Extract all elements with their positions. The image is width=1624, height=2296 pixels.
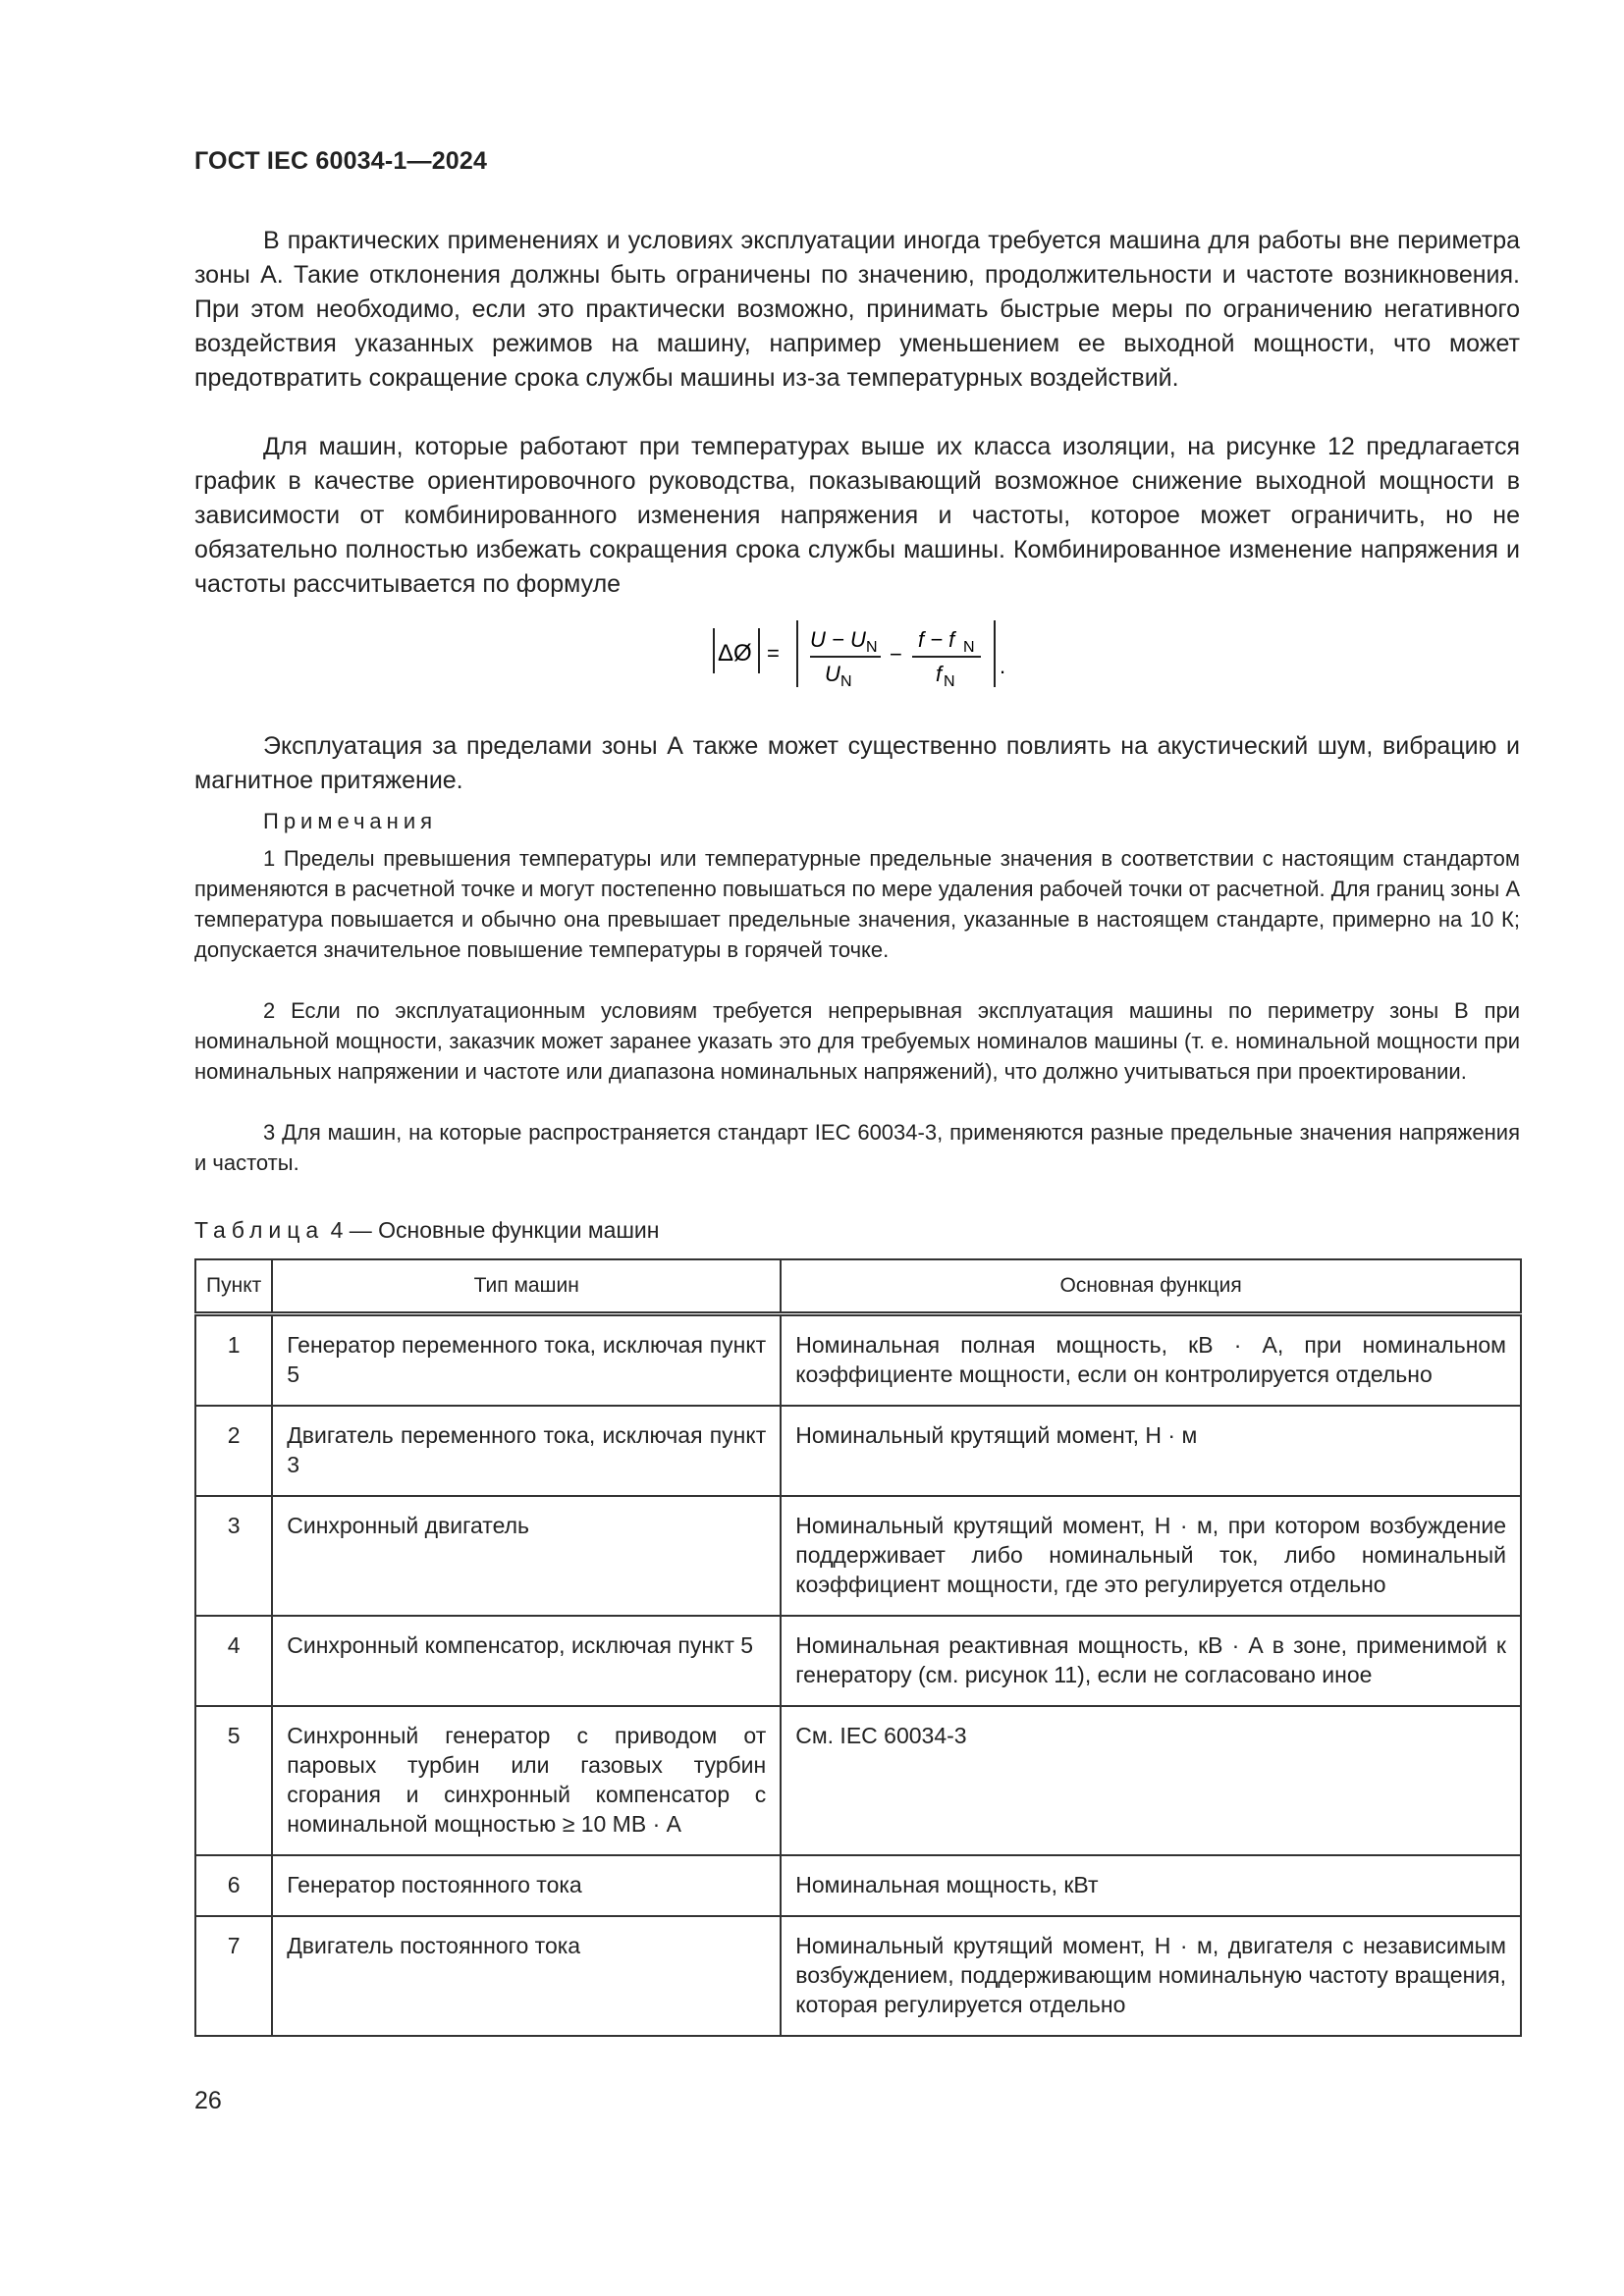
note-3: 3 Для машин, на которые распространяется стандарт IEC 60034-3, применяются разные предельные значения напряжения и частоты. xyxy=(194,1120,1520,1175)
formula-numerator-voltage: U − U xyxy=(810,627,866,652)
formula-subscript: N xyxy=(866,639,878,656)
row-main-function: Номинальный крутящий момент, Н · м xyxy=(781,1406,1521,1496)
table-row xyxy=(195,1855,1521,1916)
row-machine-type: Синхронный компенсатор, исключая пункт 5 xyxy=(272,1616,781,1706)
row-number: 5 xyxy=(195,1706,272,1855)
row-main-function: Номинальная реактивная мощность, кВ · А в зоне, применимой к генератору (см. рисунок 11), если не согласовано иное xyxy=(781,1616,1521,1706)
row-main-function: Номинальный крутящий момент, Н · м, при котором возбуждение поддерживает либо номинальный ток, либо номинальный коэффициент мощности, где это регулируется отдельно xyxy=(781,1496,1521,1616)
formula-delta-phi: ΔØ xyxy=(718,640,752,667)
formula-minus: − xyxy=(890,642,902,667)
paragraph-zone-a-operation: В практических применениях и условиях эксплуатации иногда требуется машина для работы вне периметра зоны А. Такие отклонения должны быть ограничены по значению, продолжительности и частоте возникновения. При этом необходимо, если это практически возможно, принимать быстрые меры по ограничению негативного воздействия указанных режимов на машину, например уменьшением ее выходной мощности, что может предотвратить сокращение срока службы машины из-за температурных воздействий. xyxy=(194,227,1520,392)
header-machine-type: Тип машин xyxy=(272,1259,781,1314)
row-main-function: См. IEC 60034-3 xyxy=(781,1706,1521,1855)
machine-functions-table xyxy=(194,1258,1522,2037)
table-row xyxy=(195,1916,1521,2036)
row-number: 1 xyxy=(195,1314,272,1407)
document-header: ГОСТ IEC 60034-1—2024 xyxy=(194,147,488,175)
formula-equals: = xyxy=(767,641,780,666)
table-caption-text: 4 — Основные функции машин xyxy=(324,1217,660,1243)
row-number: 3 xyxy=(195,1496,272,1616)
paragraph-acoustic-noise: Эксплуатация за пределами зоны А также может существенно повлиять на акустический шум, вибрацию и магнитное притяжение. xyxy=(194,732,1520,794)
header-main-function: Основная функция xyxy=(781,1259,1521,1314)
header-item: Пункт xyxy=(195,1259,272,1314)
formula-denominator-voltage: U xyxy=(825,662,840,686)
row-main-function: Номинальная мощность, кВт xyxy=(781,1855,1521,1916)
note-2: 2 Если по эксплуатационным условиям требуется непрерывная эксплуатация машины по периметру зоны В при номинальной мощности, заказчик может заранее указать это для требуемых номиналов машины (т. е. номинальной мощности при номинальных напряжении и частоте или диапазона номинальных напряжений), что должно учитываться при проектировании. xyxy=(194,998,1520,1084)
formula-period: . xyxy=(1000,654,1006,678)
formula-subscript: N xyxy=(963,639,975,656)
note-1: 1 Пределы превышения температуры или температурные предельные значения в соответствии с настоящим стандартом применяются в расчетной точке и могут постепенно повышаться по мере удаления рабочей точки от расчетной. Для границ зоны А температура повышается и обычно она превышает предельные значения, указанные в настоящем стандарте, примерно на 10 К; допускается значительное повышение температуры в горячей точке. xyxy=(194,846,1520,962)
table-row xyxy=(195,1616,1521,1706)
table-row xyxy=(195,1496,1521,1616)
row-machine-type: Двигатель постоянного тока xyxy=(272,1916,781,2036)
table-row xyxy=(195,1406,1521,1496)
row-machine-type: Генератор постоянного тока xyxy=(272,1855,781,1916)
formula-denominator-frequency: f xyxy=(936,662,943,686)
row-number: 4 xyxy=(195,1616,272,1706)
row-main-function: Номинальная полная мощность, кВ · А, при номинальном коэффициенте мощности, если он контролируется отдельно xyxy=(781,1314,1521,1407)
row-number: 6 xyxy=(195,1855,272,1916)
formula-subscript: N xyxy=(944,673,955,690)
row-number: 2 xyxy=(195,1406,272,1496)
notes-heading: Примечания xyxy=(263,809,438,833)
table-caption xyxy=(194,1217,659,1244)
row-machine-type: Генератор переменного тока, исключая пункт 5 xyxy=(272,1314,781,1407)
combined-change-formula xyxy=(702,616,1016,695)
table-caption-label: Таблица xyxy=(194,1217,325,1243)
row-main-function: Номинальный крутящий момент, Н · м, двигателя с независимым возбуждением, поддерживающим номинальную частоту вращения, которая регулируется отдельно xyxy=(781,1916,1521,2036)
table-row xyxy=(195,1314,1521,1407)
row-machine-type: Синхронный генератор с приводом от паровых турбин или газовых турбин сгорания и синхронный компенсатор с номинальной мощностью ≥ 10 МВ · А xyxy=(272,1706,781,1855)
row-machine-type: Двигатель переменного тока, исключая пункт 3 xyxy=(272,1406,781,1496)
row-machine-type: Синхронный двигатель xyxy=(272,1496,781,1616)
formula-numerator-frequency: f − f xyxy=(918,627,955,652)
formula-subscript: N xyxy=(840,673,852,690)
paragraph-temperature-derating: Для машин, которые работают при температурах выше их класса изоляции, на рисунке 12 предлагается график в качестве ориентировочного руководства, показывающий возможное снижение выходной мощности в зависимости от комбинированного изменения напряжения и частоты, которое может ограничить, но не обязательно полностью избежать сокращения срока службы машины. Комбинированное изменение напряжения и частоты рассчитывается по формуле xyxy=(194,433,1520,598)
table-header-row xyxy=(195,1259,1521,1314)
page-number: 26 xyxy=(194,2087,222,2114)
table-row xyxy=(195,1706,1521,1855)
row-number: 7 xyxy=(195,1916,272,2036)
